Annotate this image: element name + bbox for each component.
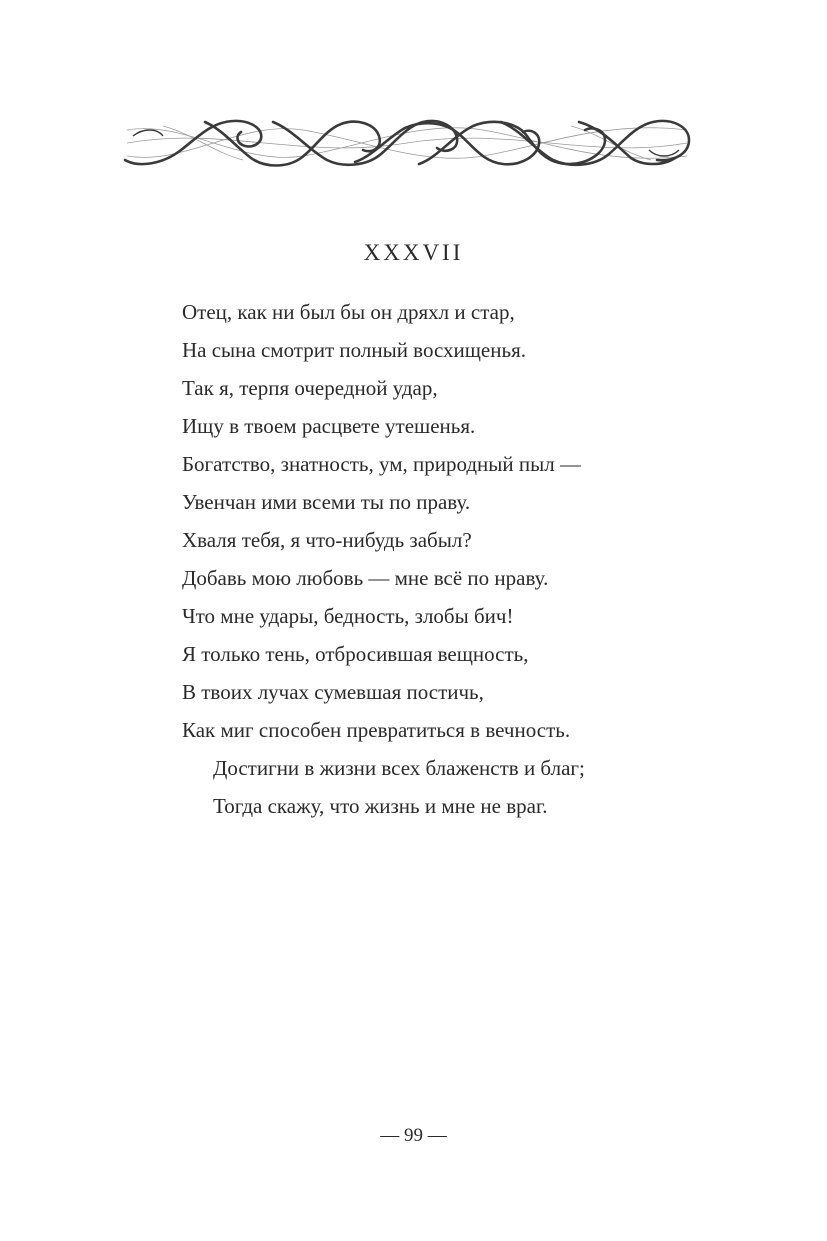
poem-line: Так я, терпя очередной удар, — [182, 376, 438, 400]
poem-line: Богатство, знатность, ум, природный пыл — — [182, 452, 581, 476]
page-number: — 99 — — [380, 1125, 447, 1146]
couplet-line: Тогда скажу, что жизнь и мне не враг. — [213, 794, 548, 818]
poem-line: Ищу в твоем расцвете утешенья. — [182, 414, 476, 438]
couplet-line: Достигни в жизни всех блаженств и благ; — [213, 756, 585, 780]
poem-line: В твоих лучах сумевшая постичь, — [182, 680, 484, 704]
poem-line: Добавь мою любовь — мне всё по нраву. — [182, 566, 549, 590]
poem-line: Отец, как ни был бы он дряхл и стар, — [182, 300, 515, 324]
header-ornament — [123, 116, 691, 170]
poem-line: Хваля тебя, я что-нибудь забыл? — [182, 528, 472, 552]
poem-line: Увенчан ими всеми ты по праву. — [182, 490, 471, 514]
poem-line: Что мне удары, бедность, злобы бич! — [182, 604, 514, 628]
poem-line: Я только тень, отбросившая вещность, — [182, 642, 529, 666]
scroll-ornament-icon — [123, 116, 691, 170]
poem-body — [182, 298, 742, 830]
poem-line: Как миг способен превратиться в вечность. — [182, 718, 571, 742]
poem-title: XXXVII — [363, 240, 464, 265]
poem-line: На сына смотрит полный восхищенья. — [182, 338, 526, 362]
